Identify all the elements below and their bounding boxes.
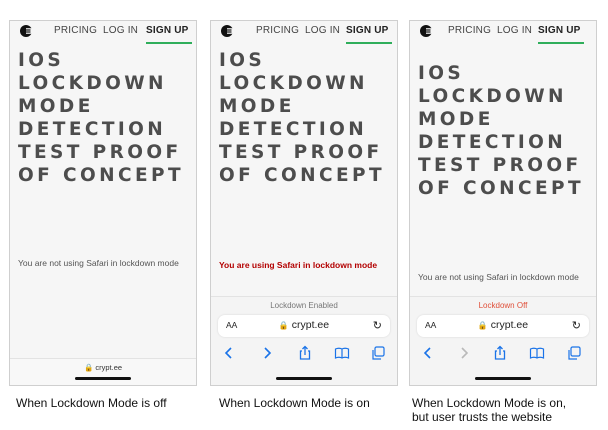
signup-underline [346,42,392,44]
back-icon[interactable] [221,345,237,361]
signup-underline [538,42,584,44]
address-bar[interactable] [218,315,390,337]
back-icon[interactable] [420,345,436,361]
top-nav [410,21,596,43]
nav-pricing-link[interactable]: PRICING [448,25,492,36]
nav-login-link[interactable]: LOG IN [497,25,533,36]
top-nav [10,21,196,43]
nav-signup-link[interactable]: SIGN UP [346,25,389,36]
nav-pricing-link[interactable]: PRICING [256,25,300,36]
lockdown-status-label: Lockdown Enabled [270,301,338,310]
phone-screenshot-lockdown-off [9,20,197,386]
lockdown-status-text: You are using Safari in lockdown mode [219,260,378,270]
nav-signup-link[interactable]: SIGN UP [146,25,189,36]
tabs-icon[interactable] [566,345,582,361]
page-headline: IOS LOCKDOWN MODE DETECTION TEST PROOF OF CONCEPT [18,50,184,186]
text-size-button[interactable]: AA [425,320,437,330]
nav-login-link[interactable]: LOG IN [103,25,139,36]
bookmarks-icon[interactable] [334,345,350,361]
logo-icon[interactable] [419,24,433,38]
url-text: crypt.ee [95,363,123,372]
address-url[interactable] [417,319,589,331]
forward-icon[interactable] [456,345,472,361]
phone-screenshot-lockdown-trusted [409,20,597,386]
safari-minimized-bar[interactable] [10,358,196,385]
share-icon[interactable] [297,345,313,361]
home-indicator [75,377,131,380]
browser-toolbar [211,343,397,363]
lock-icon: 🔒 [477,321,488,330]
address-bar[interactable] [417,315,589,337]
forward-icon[interactable] [259,345,275,361]
phone-screenshot-lockdown-on [210,20,398,386]
address-url[interactable] [218,319,390,331]
bookmarks-icon[interactable] [529,345,545,361]
lock-icon: 🔒 [83,363,94,372]
reload-icon[interactable]: ↻ [372,320,382,332]
browser-toolbar [410,343,596,363]
page-headline: IOS LOCKDOWN MODE DETECTION TEST PROOF OF CONCEPT [418,63,584,199]
url-text: crypt.ee [291,319,330,331]
nav-login-link[interactable]: LOG IN [305,25,341,36]
share-icon[interactable] [492,345,508,361]
top-nav [211,21,397,43]
nav-signup-link[interactable]: SIGN UP [538,25,581,36]
logo-icon[interactable] [19,24,33,38]
minimized-url [10,363,196,372]
reload-icon[interactable]: ↻ [571,320,581,332]
caption-lockdown-on: When Lockdown Mode is on [219,396,370,410]
caption-lockdown-off: When Lockdown Mode is off [16,396,167,410]
tabs-icon[interactable] [370,345,386,361]
url-text: crypt.ee [490,319,529,331]
lockdown-status-text: You are not using Safari in lockdown mode [418,272,579,282]
safari-toolbar [211,296,397,385]
signup-underline [146,42,192,44]
lockdown-status-label: Lockdown Off [478,301,528,310]
caption-lockdown-trusted: When Lockdown Mode is on, but user trusts the website [412,396,567,424]
home-indicator [276,377,332,380]
logo-icon[interactable] [220,24,234,38]
page-headline: IOS LOCKDOWN MODE DETECTION TEST PROOF OF CONCEPT [219,50,385,186]
home-indicator [475,377,531,380]
nav-pricing-link[interactable]: PRICING [54,25,98,36]
text-size-button[interactable]: AA [226,320,238,330]
lock-icon: 🔒 [278,321,289,330]
safari-toolbar [410,296,596,385]
lockdown-status-text: You are not using Safari in lockdown mode [18,258,179,268]
